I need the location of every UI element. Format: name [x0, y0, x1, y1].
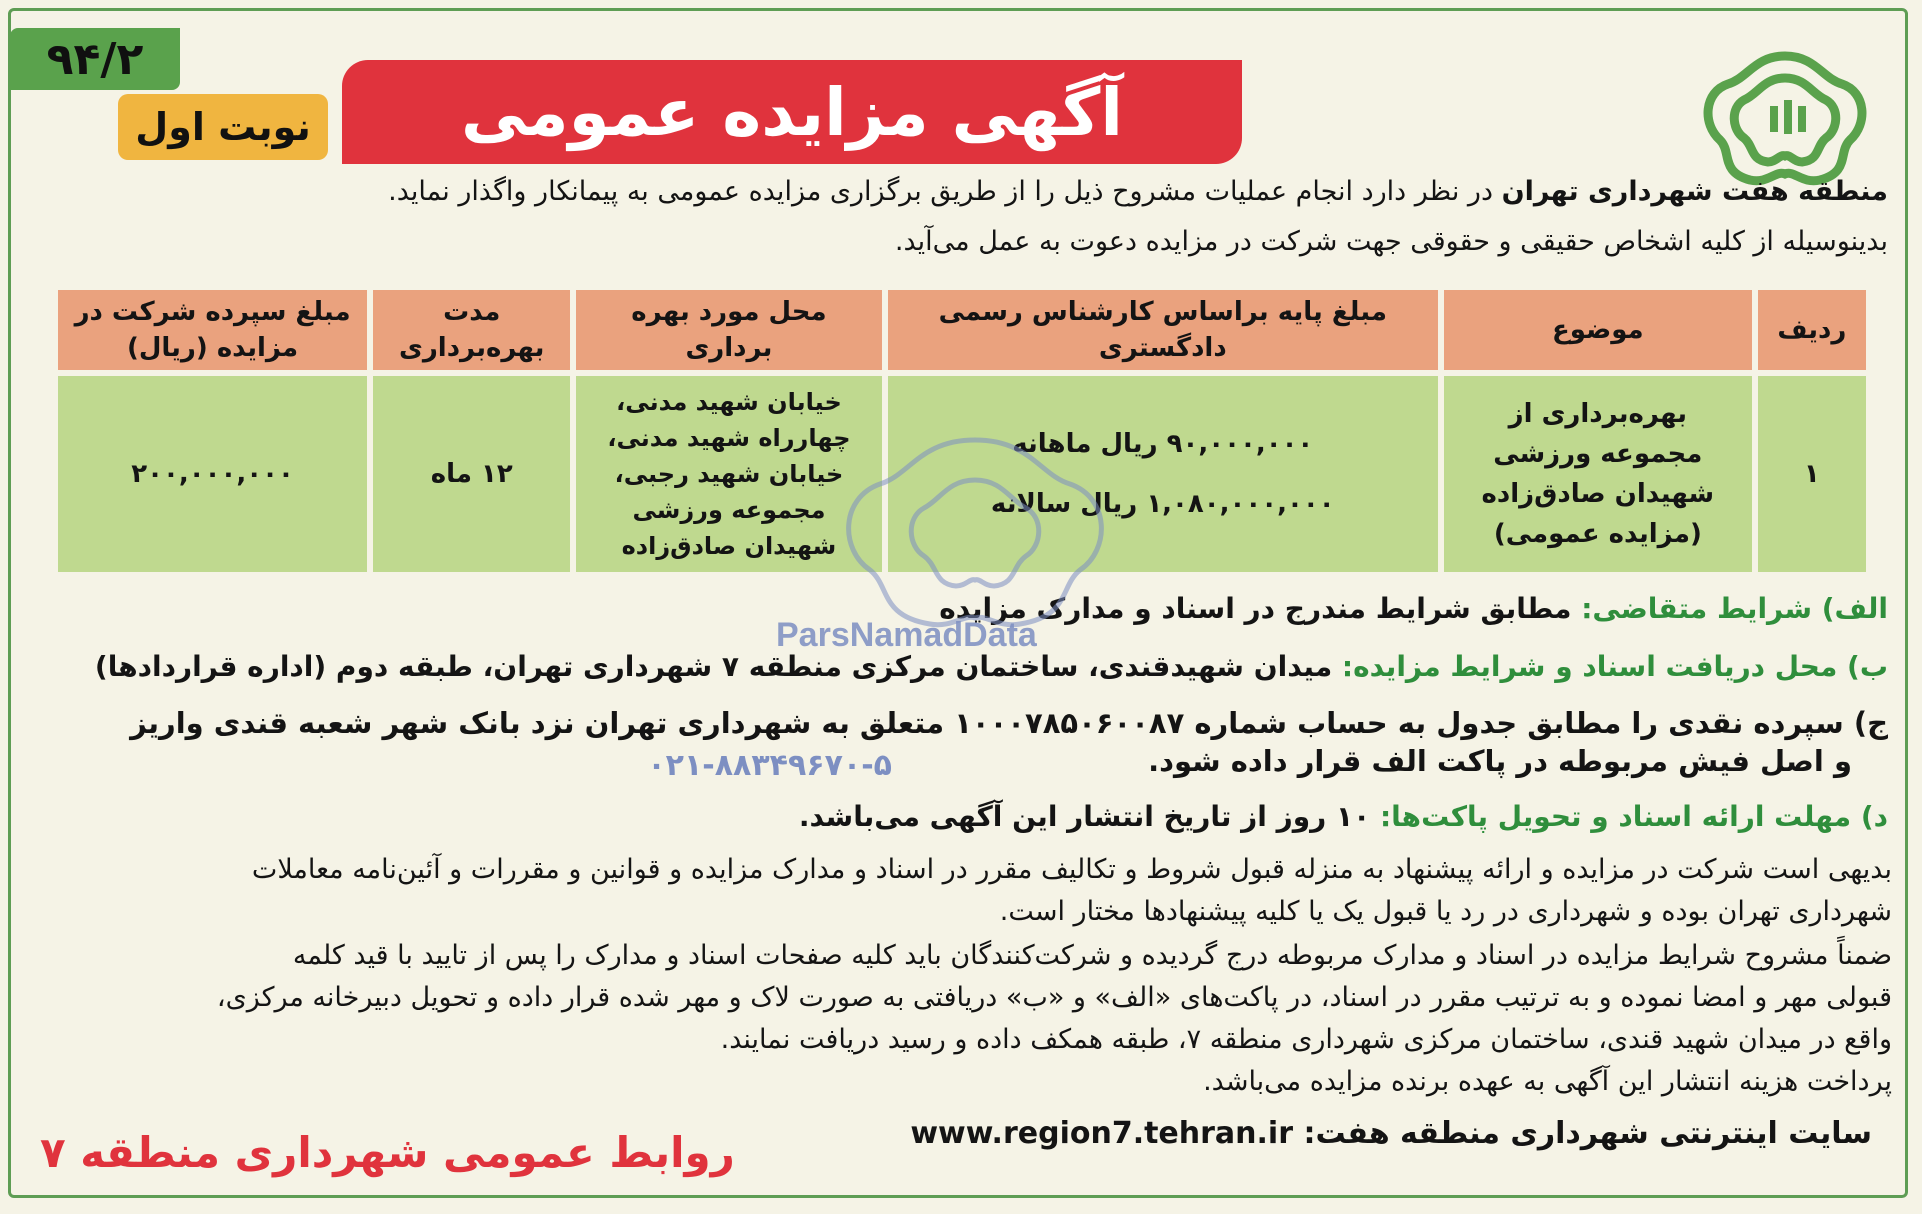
- footer-signature: روابط عمومی شهرداری منطقه ۷: [40, 1128, 735, 1177]
- col-header-deposit: مبلغ سپرده شرکت در مزایده (ریال): [58, 290, 367, 370]
- issuer-name: منطقه هفت شهرداری تهران: [1501, 176, 1888, 207]
- auction-table: [52, 284, 1872, 578]
- cell-base-price: [888, 376, 1438, 572]
- website-line: [910, 1116, 1872, 1151]
- cell-subject: بهره‌برداری از مجموعه ورزشی شهیدان صادق‌زاده (مزایده عمومی): [1444, 376, 1752, 572]
- cell-location: خیابان شهید مدنی، چهارراه شهید مدنی، خیابان شهید رجبی، مجموعه ورزشی شهیدان صادق‌زاده: [576, 376, 881, 572]
- col-header-index: ردیف: [1758, 290, 1866, 370]
- condition-a: [939, 592, 1888, 625]
- condition-d: [799, 800, 1888, 833]
- intro-line-1-text: در نظر دارد انجام عملیات مشروح ذیل را از طریق برگزاری مزایده عمومی به پیمانکار واگذار نماید.: [388, 176, 1502, 207]
- website-label: سایت اینترنتی شهرداری منطقه هفت:: [1303, 1116, 1872, 1151]
- col-header-location: محل مورد بهره برداری: [576, 290, 881, 370]
- cell-duration: ۱۲ ماه: [373, 376, 570, 572]
- date-code-badge: ۹۴/۲: [10, 28, 180, 90]
- cell-index: ۱: [1758, 376, 1866, 572]
- watermark-phone: ۰۲۱-۸۸۳۴۹۶۷۰-۵: [647, 748, 892, 783]
- paragraph-2-line-1: ضمناً مشروح شرایط مزایده در اسناد و مدارک مربوطه درج گردیده و شرکت‌کنندگان باید کلیه صفحات اسناد و مدارک را پس از تایید با قید کلمه: [292, 940, 1892, 971]
- table-header-row: [58, 290, 1866, 370]
- col-header-base-price: مبلغ پایه براساس کارشناس رسمی دادگستری: [888, 290, 1438, 370]
- condition-b-text: میدان شهیدقندی، ساختمان مرکزی منطقه ۷ شهرداری تهران، طبقه دوم (اداره قراردادها): [94, 650, 1342, 683]
- condition-c-line-2: و اصل فیش مربوطه در پاکت الف قرار داده شود.: [1148, 744, 1852, 778]
- col-header-duration: مدت بهره‌برداری: [373, 290, 570, 370]
- table-row: [58, 376, 1866, 572]
- condition-b-label: ب) محل دریافت اسناد و شرایط مزایده:: [1341, 650, 1888, 683]
- price-monthly: ۹۰,۰۰۰,۰۰۰ ریال ماهانه: [1012, 429, 1314, 459]
- tehran-municipality-logo-icon: [1690, 44, 1880, 194]
- condition-d-label: د) مهلت ارائه اسناد و تحویل پاکت‌ها:: [1379, 800, 1888, 833]
- paragraph-1-line-1: بدیهی است شرکت در مزایده و ارائه پیشنهاد به منزله قبول شروط و تکالیف مقرر در اسناد و مدارک مزایده و قوانین و مقررات و آئین‌نامه معاملات: [251, 854, 1892, 885]
- page-title: آگهی مزایده عمومی: [342, 60, 1242, 164]
- price-yearly: ۱,۰۸۰,۰۰۰,۰۰۰ ریال سالانه: [990, 489, 1335, 519]
- condition-a-text: مطابق شرایط مندرج در اسناد و مدارک مزایده: [939, 592, 1582, 625]
- paragraph-3: پرداخت هزینه انتشار این آگهی به عهده برنده مزایده می‌باشد.: [1203, 1066, 1892, 1097]
- paragraph-2-line-3: واقع در میدان شهید قندی، ساختمان مرکزی شهرداری منطقه ۷، طبقه همکف داده و رسید دریافت نمایند.: [720, 1024, 1892, 1055]
- condition-d-text: ۱۰ روز از تاریخ انتشار این آگهی می‌باشد.: [798, 800, 1380, 833]
- round-badge: نوبت اول: [118, 94, 328, 160]
- paragraph-1-line-2: شهرداری تهران بوده و شهرداری در رد یا قبول یک یا کلیه پیشنهادها مختار است.: [999, 896, 1892, 927]
- condition-c-line-1: ج) سپرده نقدی را مطابق جدول به حساب شماره ۱۰۰۰۷۸۵۰۶۰۰۸۷ متعلق به شهرداری تهران نزد بانک شهر شعبه قندی واریز: [130, 706, 1888, 740]
- website-link[interactable]: www.region7.tehran.ir: [910, 1116, 1294, 1151]
- cell-deposit: ۲۰۰,۰۰۰,۰۰۰: [58, 376, 367, 572]
- paragraph-2-line-2: قبولی مهر و امضا نموده و به ترتیب مقرر در اسناد، در پاکت‌های «الف» و «ب» دریافتی به صورت لاک و مهر شده قرار داده و تحویل دبیرخانه مرکزی،: [216, 982, 1892, 1013]
- condition-a-label: الف) شرایط متقاضی:: [1581, 592, 1888, 625]
- col-header-subject: موضوع: [1444, 290, 1752, 370]
- watermark-brand: ParsNamadData: [776, 616, 1037, 654]
- intro-line-1: [28, 176, 1888, 207]
- intro-line-2: بدینوسیله از کلیه اشخاص حقیقی و حقوقی جهت شرکت در مزایده دعوت به عمل می‌آید.: [894, 226, 1888, 257]
